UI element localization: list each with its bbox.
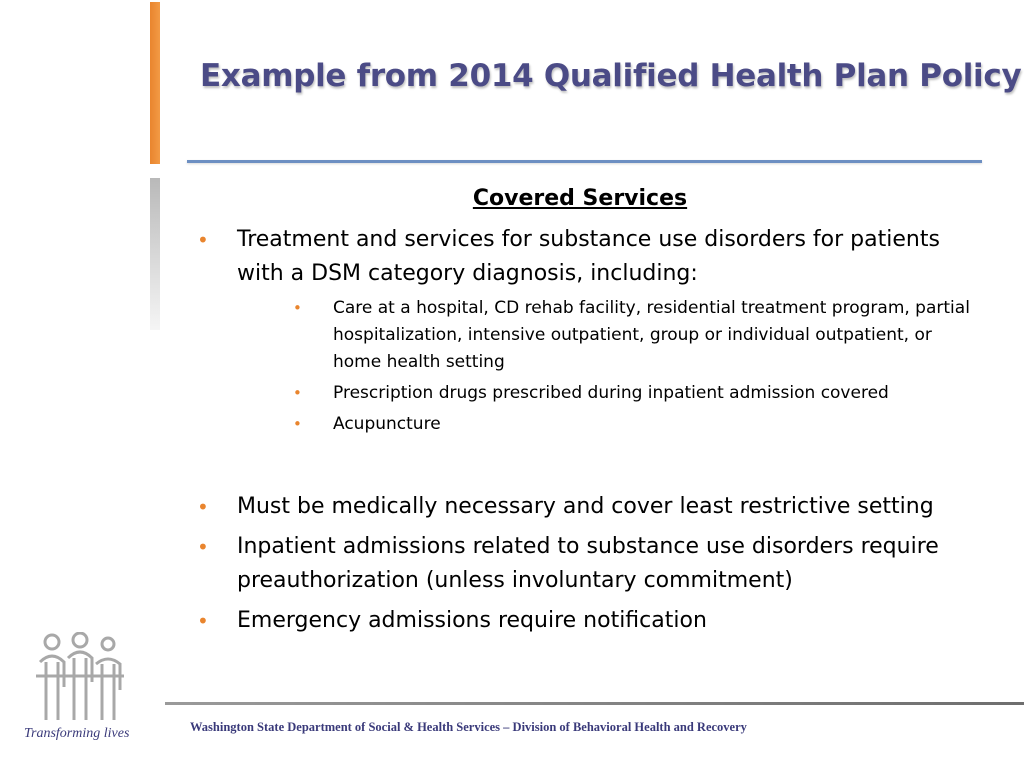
section-heading: Covered Services: [472, 186, 688, 211]
tagline: Transforming lives: [24, 726, 130, 741]
bullet-item: [195, 490, 975, 524]
sub-bullet-item: [195, 295, 975, 376]
sub-bullet-item: [195, 380, 975, 407]
bullet-icon: •: [293, 384, 302, 402]
family-figures-logo-icon: [30, 632, 130, 724]
bullet-icon: •: [197, 535, 209, 559]
slide-title: Example from 2014 Qualified Health Plan Policy: [200, 58, 1022, 94]
bullet-icon: •: [197, 609, 209, 633]
sub-bullet-text: Acupuncture: [333, 414, 441, 434]
footer-organization: Washington State Department of Social & Health Services – Division of Behavioral Health and Recovery: [190, 720, 747, 734]
bullet-text: Treatment and services for substance use disorders for patients with a DSM category diagnosis, including:: [237, 227, 940, 286]
bullet-item: [195, 530, 975, 598]
accent-bar-orange: [150, 2, 160, 164]
slide-body: [195, 186, 975, 638]
bullet-item: [195, 223, 975, 291]
sub-bullet-list: [195, 295, 975, 438]
bullet-text: Inpatient admissions related to substance use disorders require preauthorization (unless involuntary commitment): [237, 534, 939, 593]
sub-bullet-item: [195, 411, 975, 438]
sub-bullet-text: Prescription drugs prescribed during inpatient admission covered: [333, 383, 889, 403]
bullet-text: Must be medically necessary and cover least restrictive setting: [237, 494, 934, 519]
bullet-icon: •: [293, 415, 302, 433]
footer-divider: [165, 702, 1024, 705]
accent-bar-gray: [150, 178, 160, 330]
sub-bullet-text: Care at a hospital, CD rehab facility, residential treatment program, partial hospitalization, intensive outpatient, group or individual outpatient, or home health setting: [333, 298, 970, 372]
bullet-item: [195, 604, 975, 638]
bullet-text: Emergency admissions require notification: [237, 608, 707, 633]
bullet-icon: •: [197, 495, 209, 519]
bullet-icon: •: [293, 299, 302, 317]
title-divider: [187, 160, 982, 163]
bullet-icon: •: [197, 228, 209, 252]
